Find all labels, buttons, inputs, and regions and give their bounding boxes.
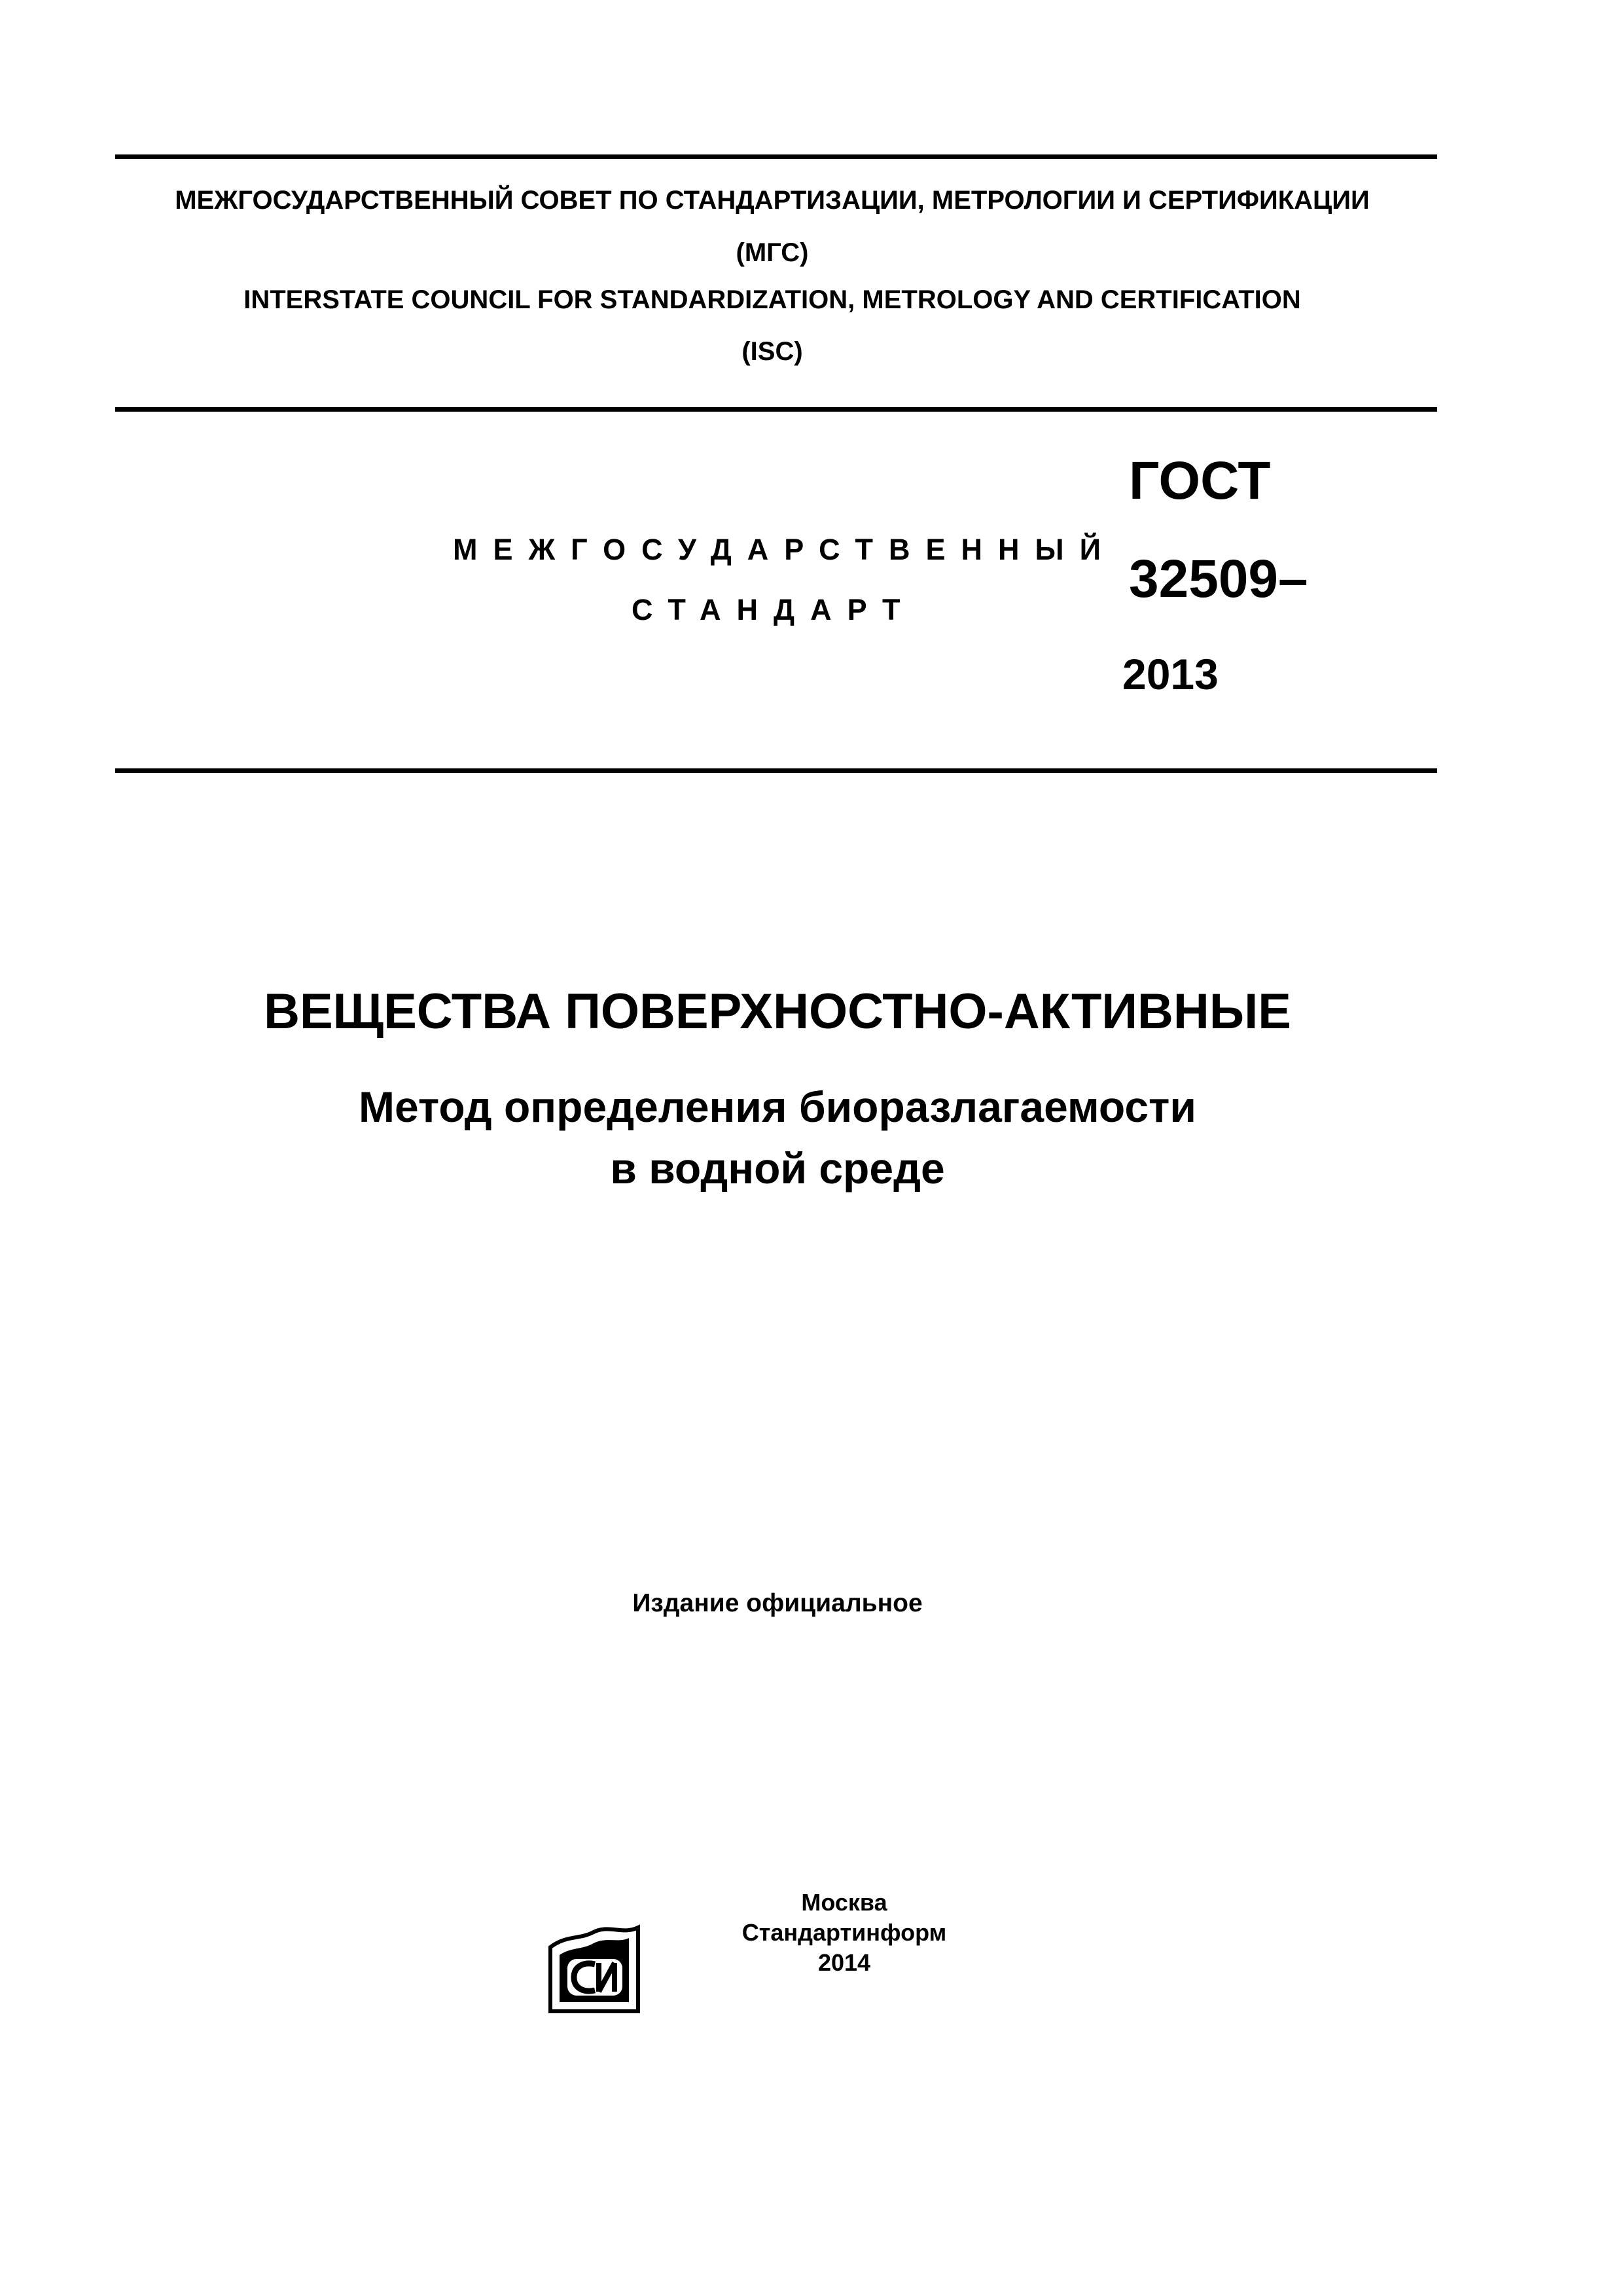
- imprint-year: 2014: [817, 1949, 871, 1976]
- council-name-en: INTERSTATE COUNCIL FOR STANDARDIZATION, METROLOGY AND CERTIFICATION: [243, 285, 1301, 314]
- document-subtitle-line2: в водной среде: [610, 1144, 945, 1193]
- edition-note: Издание официальное: [632, 1589, 923, 1617]
- council-name-ru: МЕЖГОСУДАРСТВЕННЫЙ СОВЕТ ПО СТАНДАРТИЗАЦИИ, МЕТРОЛОГИИ И СЕРТИФИКАЦИИ: [175, 186, 1370, 215]
- designation-divider: [115, 768, 1437, 773]
- standard-label-line2: СТАНДАРТ: [632, 593, 916, 626]
- gost-number: 32509–: [1129, 549, 1308, 609]
- standartinform-logo-icon: [546, 1921, 645, 2016]
- imprint-city: Москва: [801, 1889, 887, 1916]
- standard-label-line1: МЕЖГОСУДАРСТВЕННЫЙ: [453, 533, 1116, 566]
- top-rule: [115, 154, 1437, 159]
- gost-label: ГОСТ: [1129, 451, 1271, 511]
- imprint: [694, 1888, 995, 1978]
- document-subtitle-line1: Метод определения биоразлагаемости: [359, 1083, 1196, 1131]
- council-abbr-ru: (МГС): [736, 238, 809, 267]
- document-title: ВЕЩЕСТВА ПОВЕРХНОСТНО-АКТИВНЫЕ: [264, 984, 1291, 1039]
- header-divider: [115, 407, 1437, 412]
- gost-year: 2013: [1122, 650, 1219, 698]
- council-abbr-en: (ISC): [741, 337, 803, 366]
- imprint-publisher: Стандартинформ: [741, 1919, 947, 1946]
